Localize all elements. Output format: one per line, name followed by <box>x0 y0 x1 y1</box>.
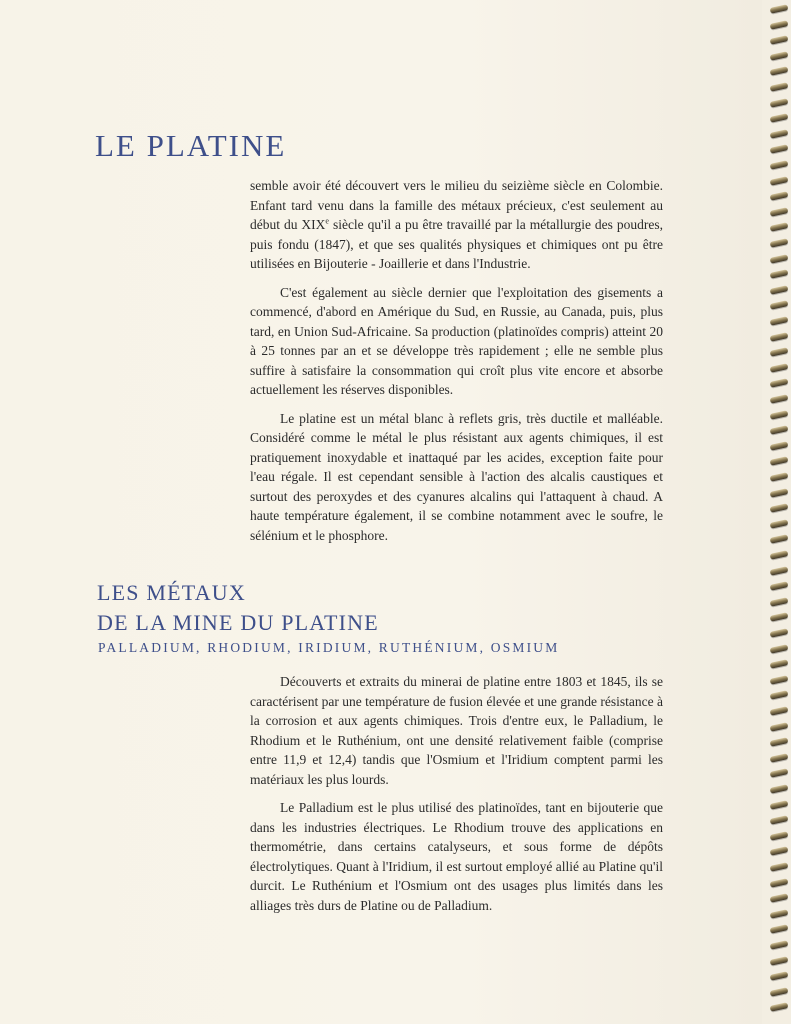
spiral-coil <box>770 332 789 342</box>
section-body-le-platine <box>250 176 663 554</box>
spiral-coil <box>770 971 789 981</box>
spiral-coil <box>770 254 789 264</box>
spiral-coil <box>770 160 789 170</box>
spiral-coil <box>770 20 789 30</box>
spiral-coil <box>770 145 789 155</box>
section-title-le-platine: LE PLATINE <box>95 128 287 163</box>
spiral-coil <box>770 956 789 966</box>
spiral-coil <box>770 769 789 779</box>
spiral-coil <box>770 441 789 451</box>
spiral-coil <box>770 753 789 763</box>
paragraph <box>250 176 663 274</box>
spiral-coil <box>770 893 789 903</box>
spiral-coil <box>770 613 789 623</box>
paragraph: Découverts et extraits du minerai de platine entre 1803 et 1845, ils se caractérisent par une température de fusion élevée et une grande résistance à la corrosion et aux agents chimiques. Trois d'entre eux, le Palladium, le Rhodium et le Ruthénium, ont une densité relativement faible (comprise entre 11,9 et 12,4) tandis que l'Osmium et l'Iridium comptent parmi les matériaux les plus lourds. <box>250 674 663 787</box>
spiral-coil <box>770 82 789 92</box>
paragraph-text: siècle qu'il a pu être travaillé par la métallurgie des poudres, puis fondu (1847), et que ses qualités physiques et chimiques ont pu être utilisées en Bijouterie - Joaillerie et dans l'Industrie. <box>250 217 663 271</box>
spiral-coil <box>770 488 789 498</box>
spiral-coil <box>770 519 789 529</box>
paragraph-text: semble avoir été découvert vers le milieu du seizième siècle en Colombie. Enfant tard venu dans la famille des métaux précieux, c'est seulement au début du XIX <box>250 178 663 232</box>
spiral-coil <box>770 925 789 935</box>
section-subheading-metals: PALLADIUM, RHODIUM, IRIDIUM, RUTHÉNIUM, OSMIUM <box>98 640 560 655</box>
spiral-coil <box>770 472 789 482</box>
spiral-coil <box>770 644 789 654</box>
spiral-binding <box>762 0 791 1024</box>
spiral-coil <box>770 301 789 311</box>
spiral-coil <box>770 129 789 139</box>
spiral-coil <box>770 815 789 825</box>
section-title-line-1: LES MÉTAUX <box>97 580 246 605</box>
section-body-metaux <box>250 672 663 924</box>
spiral-coil <box>770 659 789 669</box>
spiral-coil <box>770 176 789 186</box>
spiral-coil <box>770 987 789 997</box>
spiral-coil <box>770 535 789 545</box>
spiral-coil <box>770 410 789 420</box>
spiral-coil <box>770 691 789 701</box>
spiral-coil <box>770 223 789 233</box>
spiral-coil <box>770 878 789 888</box>
spiral-coil <box>770 285 789 295</box>
spiral-coil <box>770 238 789 248</box>
spiral-coil <box>770 316 789 326</box>
spiral-coil <box>770 675 789 685</box>
spiral-coil <box>770 737 789 747</box>
spiral-coil <box>770 457 789 467</box>
spiral-coil <box>770 597 789 607</box>
spiral-coil <box>770 51 789 61</box>
spiral-coil <box>770 113 789 123</box>
spiral-coil <box>770 784 789 794</box>
spiral-coil <box>770 394 789 404</box>
spiral-coil <box>770 909 789 919</box>
spiral-coil <box>770 425 789 435</box>
spiral-coil <box>770 581 789 591</box>
spiral-coil <box>770 191 789 201</box>
spiral-coil <box>770 628 789 638</box>
spiral-coil <box>770 706 789 716</box>
spiral-coil <box>770 363 789 373</box>
spiral-coil <box>770 800 789 810</box>
spiral-coil <box>770 379 789 389</box>
spiral-coil <box>770 940 789 950</box>
spiral-coil <box>770 207 789 217</box>
paragraph: Le platine est un métal blanc à reflets gris, très ductile et malléable. Considéré comme le métal le plus résistant aux agents chimiques, il est pratiquement inoxydable et inattaqué par les acides, exception faite pour l'eau régale. Il est cependant sensible à l'action des alcalis caustiques et surtout des peroxydes et des cyanures alcalins qui l'attaquent à chaud. A haute température également, il se combine notamment avec le soufre, le sélénium et le phosphore. <box>250 410 663 543</box>
spiral-coil <box>770 4 789 14</box>
spiral-coil <box>770 566 789 576</box>
spiral-coil <box>770 347 789 357</box>
section-title-line-2: DE LA MINE DU PLATINE <box>97 610 379 635</box>
spiral-coil <box>770 847 789 857</box>
spiral-coil <box>770 269 789 279</box>
spiral-coil <box>770 831 789 841</box>
spiral-coil <box>770 862 789 872</box>
spiral-coil <box>770 67 789 77</box>
spiral-coil <box>770 98 789 108</box>
spiral-coil <box>770 503 789 513</box>
spiral-coil <box>770 1003 789 1013</box>
spiral-coil <box>770 35 789 45</box>
spiral-coil <box>770 550 789 560</box>
spiral-coil <box>770 722 789 732</box>
superscript: e <box>325 216 329 226</box>
paragraph: C'est également au siècle dernier que l'exploitation des gisements a commencé, d'abord en Amérique du Sud, en Russie, au Canada, puis, plus tard, en Union Sud-Africaine. Sa production (platinoïdes compris) atteint 20 à 25 tonnes par an et se développe très rapidement ; elle ne semble plus suffire à satisfaire la consommation qui croît plus vite encore et absorbe actuellement les réserves disponibles. <box>250 284 663 397</box>
paragraph: Le Palladium est le plus utilisé des platinoïdes, tant en bijouterie que dans les industries électriques. Le Rhodium trouve des applications en thermométrie, dans certains catalyseurs, et sous forme de dépôts électrolytiques. Quant à l'Iridium, il est surtout employé allié au Platine qu'il durcit. Le Ruthénium et l'Osmium ont des usages plus limités dans les alliages très durs de Platine ou de Palladium. <box>250 800 663 913</box>
